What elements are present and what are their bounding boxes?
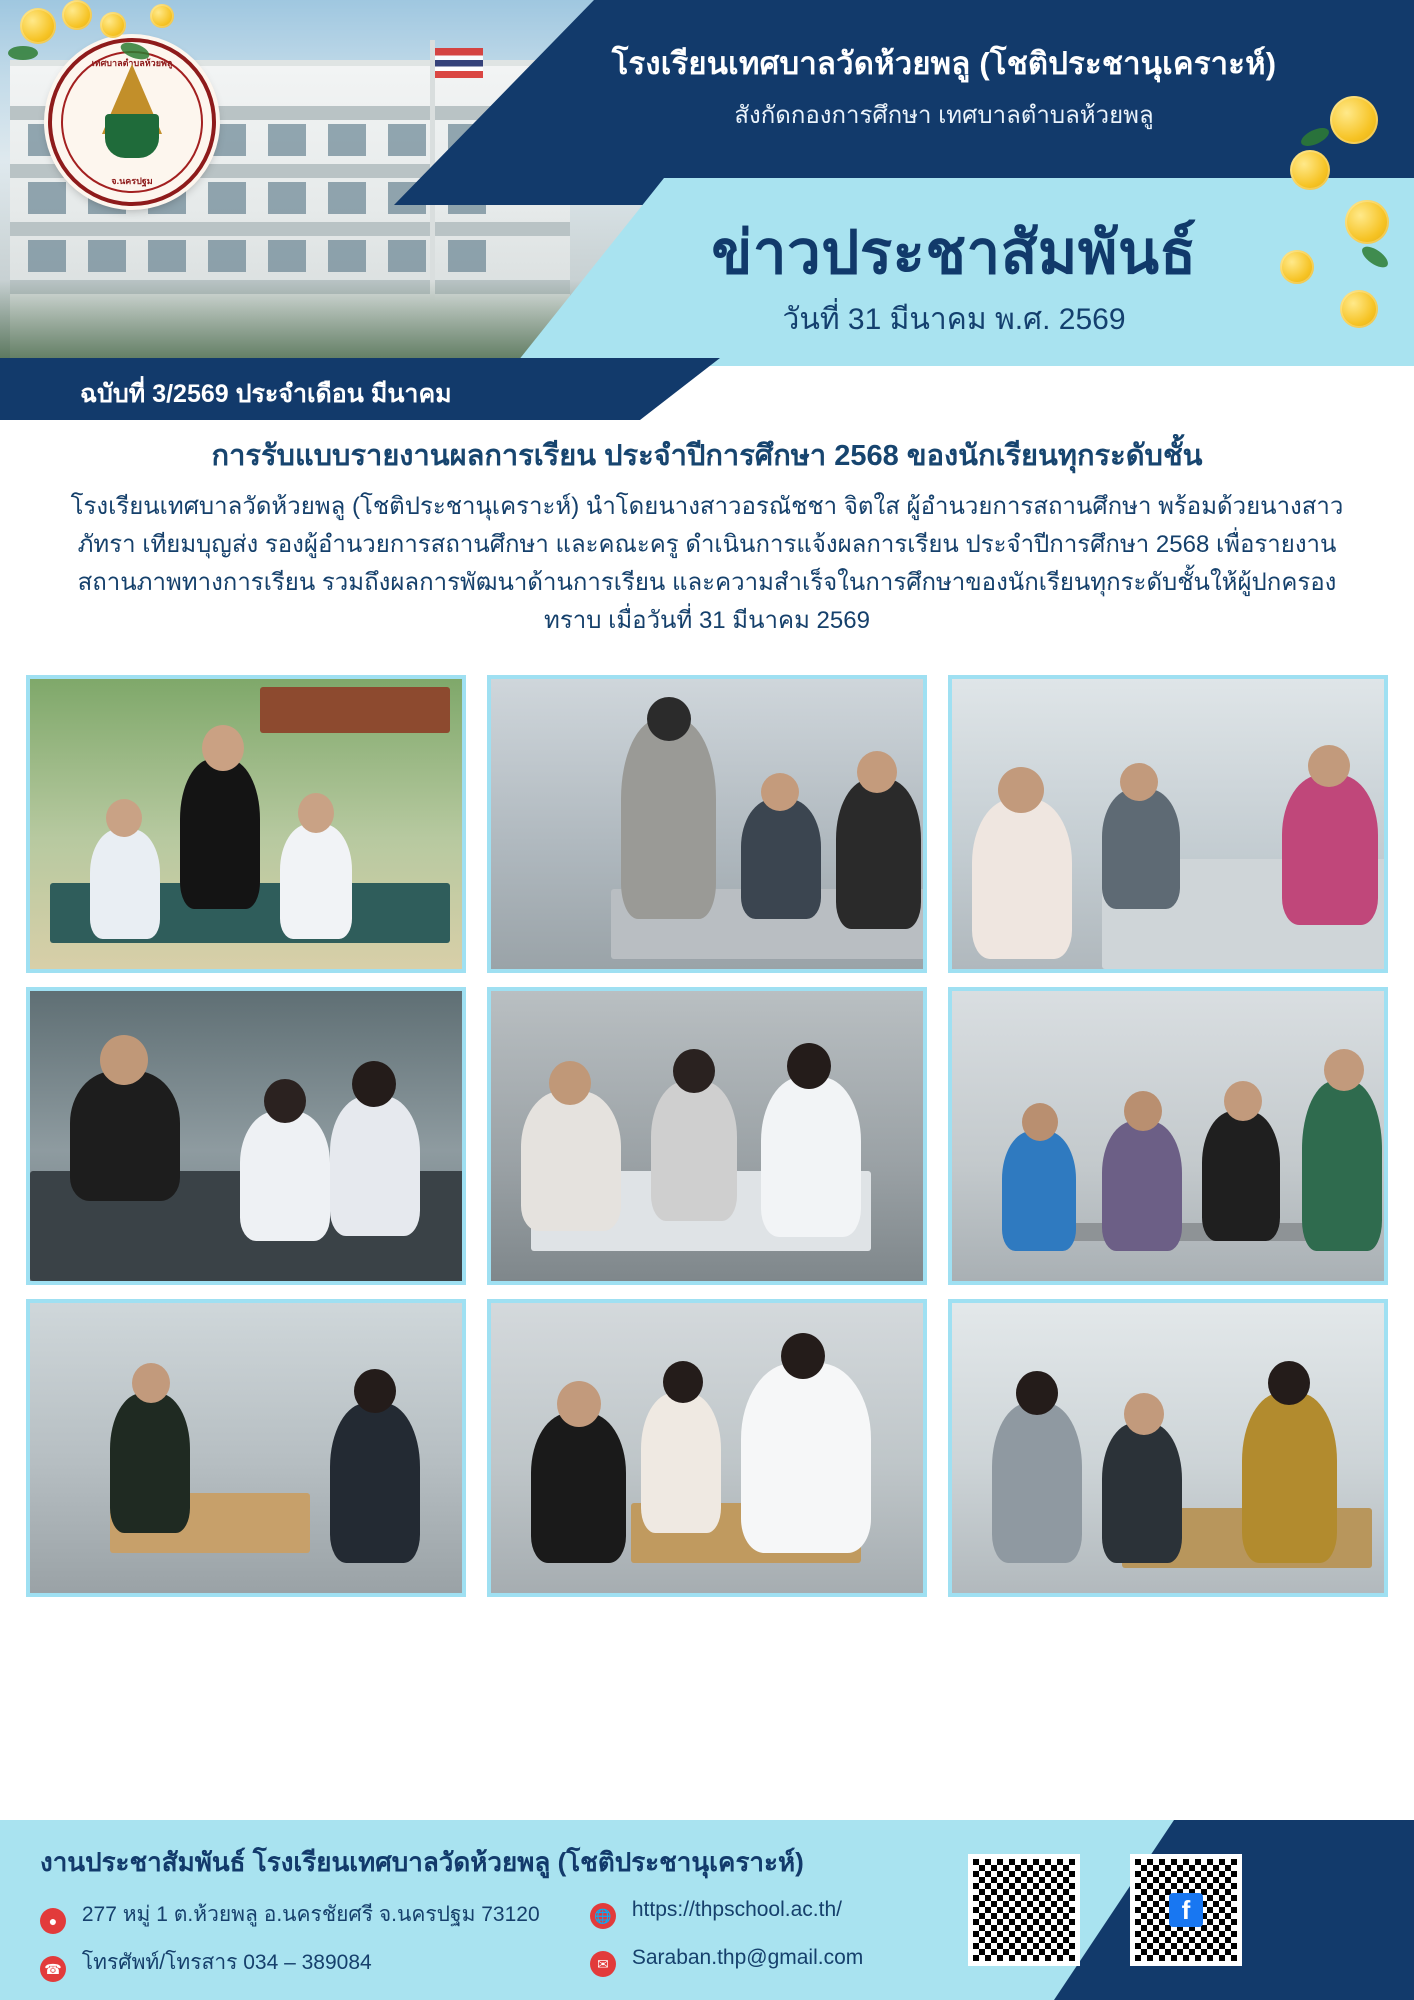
- school-affiliation: สังกัดกองการศึกษา เทศบาลตำบลห้วยพลู: [734, 102, 1154, 129]
- photo-person-head: [1022, 1103, 1058, 1141]
- location-pin-icon: ●: [40, 1908, 66, 1934]
- photo-signboard: [260, 687, 450, 733]
- footer-email[interactable]: Saraban.thp@gmail.com: [631, 1946, 864, 1969]
- globe-icon: 🌐: [590, 1903, 616, 1929]
- photo-person: [741, 799, 821, 919]
- photo-person-head: [663, 1361, 703, 1403]
- photo-person: [521, 1091, 621, 1231]
- tree-foliage: [0, 280, 600, 360]
- facebook-icon: f: [1169, 1893, 1203, 1927]
- photo-person-head: [132, 1363, 170, 1403]
- photo-person-head: [998, 767, 1044, 813]
- flower-decor-icon: [1290, 150, 1330, 190]
- photo-person: [641, 1393, 721, 1533]
- leaf-decor-icon: [8, 46, 38, 60]
- photo-person-head: [1124, 1393, 1164, 1435]
- page-header: [0, 0, 1414, 420]
- photo-person: [1282, 775, 1378, 925]
- mail-icon: ✉: [590, 1951, 616, 1977]
- photo-person: [280, 824, 352, 939]
- flower-decor-icon: [20, 8, 56, 44]
- photo-person: [1102, 1423, 1182, 1563]
- flower-decor-icon: [1345, 200, 1389, 244]
- school-name: โรงเรียนเทศบาลวัดห้วยพลู (โชติประชานุเคราะห์): [611, 46, 1277, 81]
- photo-item: [26, 1299, 466, 1597]
- photo-grid: [26, 675, 1388, 1597]
- photo-person-head: [549, 1061, 591, 1105]
- photo-person: [836, 779, 921, 929]
- photo-person-head: [1268, 1361, 1310, 1405]
- issue-label: ฉบับที่ 3/2569 ประจำเดือน มีนาคม: [80, 380, 452, 408]
- photo-person-head: [352, 1061, 396, 1107]
- logo-emblem-base-icon: [105, 114, 159, 158]
- photo-person: [1102, 1121, 1182, 1251]
- publish-date: วันที่ 31 มีนาคม พ.ศ. 2569: [782, 303, 1126, 336]
- photo-person-head: [1308, 745, 1350, 787]
- phone-icon: ☎: [40, 1956, 66, 1982]
- photo-person-head: [1120, 763, 1158, 801]
- photo-person: [761, 1077, 861, 1237]
- flower-decor-icon: [150, 4, 174, 28]
- photo-item: [26, 987, 466, 1285]
- photo-person: [1302, 1081, 1382, 1251]
- photo-person-head: [100, 1035, 148, 1085]
- flower-decor-icon: [62, 0, 92, 30]
- photo-person: [240, 1111, 330, 1241]
- photo-person: [741, 1363, 871, 1553]
- footer-address: 277 หมู่ 1 ต.ห้วยพลู อ.นครชัยศรี จ.นครปฐม 73120: [81, 1903, 540, 1926]
- footer-phone: โทรศัพท์/โทรสาร 034 – 389084: [81, 1951, 372, 1974]
- photo-person: [992, 1403, 1082, 1563]
- footer-phone-row: [40, 1946, 372, 1982]
- photo-person: [1102, 789, 1180, 909]
- footer-website[interactable]: https://thpschool.ac.th/: [631, 1898, 842, 1921]
- article-paragraph: โรงเรียนเทศบาลวัดห้วยพลู (โชติประชานุเคราะห์) นำโดยนางสาวอรณัชชา จิตใส ผู้อำนวยการสถานศึกษา พร้อมด้วยนางสาวภัทรา เทียมบุญส่ง รองผู้อำนวยการสถานศึกษา และคณะครู ดำเนินการแจ้งผลการเรียน ประจำปีการศึกษา 2568 เพื่อรายงานสถานภาพทางการเรียน รวมถึงผลการพัฒนาด้านการเรียน และความสำเร็จในการศึกษาของนักเรียนทุกระดับชั้นให้ผู้ปกครองทราบ เมื่อวันที่ 31 มีนาคม 2569: [70, 493, 1344, 634]
- photo-person-head: [1016, 1371, 1058, 1415]
- photo-person-head: [106, 799, 142, 837]
- qr-code-facebook[interactable]: [1130, 1854, 1242, 1966]
- photo-person: [651, 1081, 737, 1221]
- photo-person-head: [354, 1369, 396, 1413]
- photo-person: [972, 799, 1072, 959]
- photo-person: [70, 1071, 180, 1201]
- photo-person-head: [1124, 1091, 1162, 1131]
- logo-top-text: เทศบาลตำบลห้วยพลู: [91, 58, 173, 68]
- photo-person-head: [673, 1049, 715, 1093]
- flower-decor-icon: [100, 12, 126, 38]
- photo-person: [1202, 1111, 1280, 1241]
- photo-person-head: [1324, 1049, 1364, 1091]
- content-area: [0, 420, 1414, 1820]
- photo-person-head: [264, 1079, 306, 1123]
- photo-item: [948, 987, 1388, 1285]
- photo-person-head: [647, 697, 691, 741]
- footer-address-row: [40, 1898, 540, 1934]
- school-logo: [48, 38, 216, 206]
- photo-person-head: [298, 793, 334, 833]
- photo-person-head: [1224, 1081, 1262, 1121]
- photo-person: [330, 1403, 420, 1563]
- photo-person: [1242, 1393, 1337, 1563]
- qr-code-website[interactable]: [968, 1854, 1080, 1966]
- photo-item: [487, 987, 927, 1285]
- photo-item: [26, 675, 466, 973]
- photo-person-head: [557, 1381, 601, 1427]
- photo-item: [487, 1299, 927, 1597]
- photo-item: [948, 675, 1388, 973]
- photo-person: [90, 829, 160, 939]
- photo-item: [487, 675, 927, 973]
- photo-person-head: [761, 773, 799, 811]
- footer-website-row[interactable]: [590, 1898, 842, 1929]
- photo-person: [531, 1413, 626, 1563]
- photo-person-head: [787, 1043, 831, 1089]
- article-headline: การรับแบบรายงานผลการเรียน ประจำปีการศึกษา 2568 ของนักเรียนทุกระดับชั้น: [211, 440, 1203, 472]
- footer-org-name: งานประชาสัมพันธ์ โรงเรียนเทศบาลวัดห้วยพลู (โชติประชานุเคราะห์): [40, 1847, 804, 1877]
- photo-person-head: [857, 751, 897, 793]
- photo-person-head: [202, 725, 244, 771]
- photo-person: [330, 1096, 420, 1236]
- flower-decor-icon: [1280, 250, 1314, 284]
- photo-person: [621, 719, 716, 919]
- photo-person-head: [781, 1333, 825, 1379]
- flower-decor-icon: [1340, 290, 1378, 328]
- page-footer: [0, 1820, 1414, 2000]
- logo-bottom-text: จ.นครปฐม: [111, 176, 153, 186]
- photo-item: [948, 1299, 1388, 1597]
- photo-person: [180, 759, 260, 909]
- thai-flag-icon: [435, 48, 483, 78]
- page-title: ข่าวประชาสัมพันธ์: [711, 219, 1197, 286]
- flower-decor-icon: [1330, 96, 1378, 144]
- footer-email-row[interactable]: [590, 1946, 863, 1977]
- photo-person: [110, 1393, 190, 1533]
- photo-person: [1002, 1131, 1076, 1251]
